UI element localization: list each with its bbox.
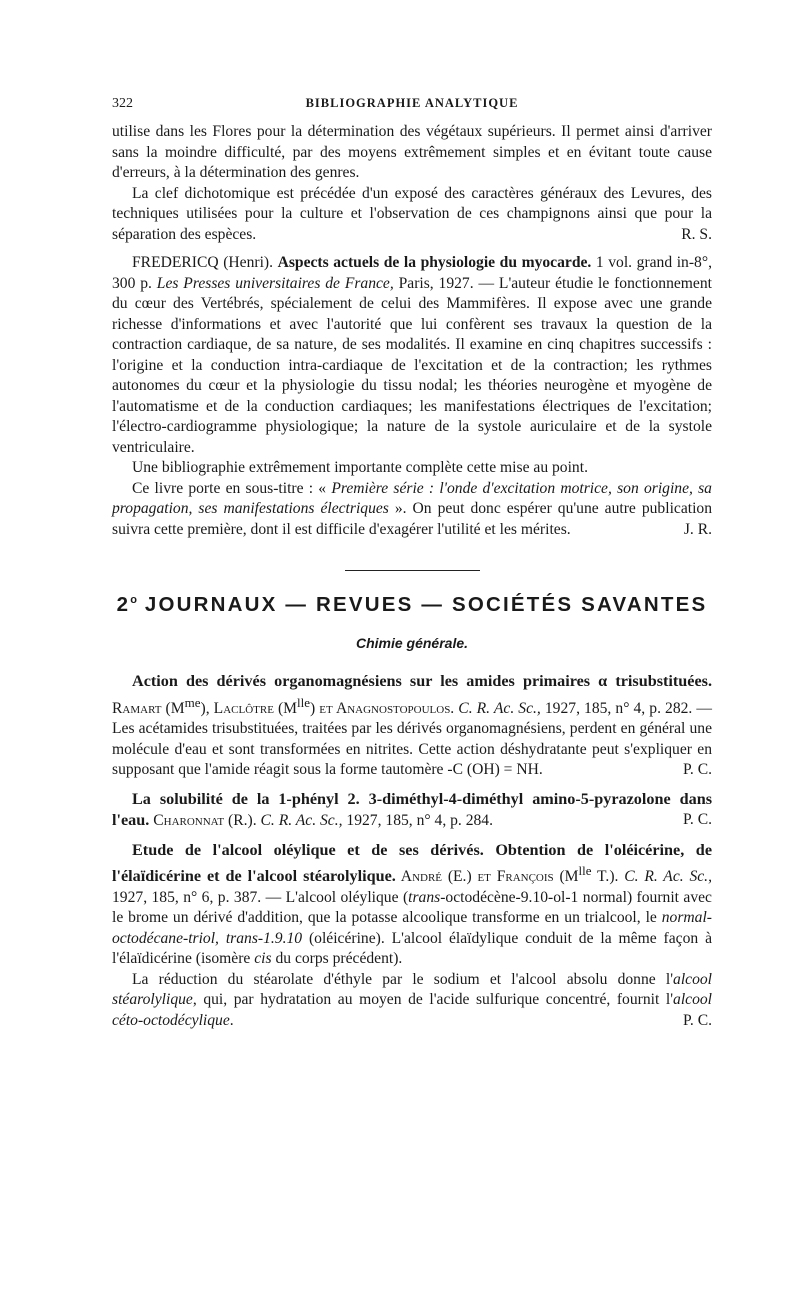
abstract-authors: Charonnat (R.).	[149, 812, 257, 830]
review-text: ». On peut donc espérer qu'une autre publication suivra cette première, dont il est difficile d'exagérer l'utilité et les mérites.	[112, 500, 712, 538]
reviewer-signature: R. S.	[681, 225, 712, 243]
section-number-sup: o	[130, 594, 137, 607]
review-paragraph	[112, 479, 712, 541]
abstract-text: trans	[408, 888, 441, 906]
abstract-entry	[112, 840, 712, 1032]
review-paragraph: Une bibliographie extrêmement importante complète cette mise au point.	[132, 459, 588, 476]
section-divider	[345, 570, 480, 571]
review-title: Aspects actuels de la physiologie du myocarde.	[277, 254, 592, 271]
journal-name: C. R. Ac. Sc.,	[256, 812, 343, 830]
section-title: JOURNAUX — REVUES — SOCIÉTÉS SAVANTES	[136, 593, 708, 616]
abstract-authors: Ramart (M	[112, 699, 185, 717]
page-header	[112, 96, 712, 122]
section-number: 2	[116, 593, 131, 616]
abstract-authors: lle	[578, 863, 592, 879]
abstract-text: alcool stéarolylique	[112, 970, 712, 1009]
abstract-signature: P. C.	[682, 811, 712, 829]
publisher-name: Les Presses universitaires de France,	[156, 274, 394, 292]
journal-name: C. R. Ac. Sc.,	[454, 699, 541, 717]
section-heading	[112, 593, 712, 617]
review-continuation	[112, 122, 712, 245]
abstract-text: alcool céto-octodécylique	[112, 991, 712, 1029]
abstract-paragraph	[112, 789, 712, 832]
abstract-text: -octodécène-9.10-ol-1 normal) fournit avec le brome un dérivé d'addition, que la potasse alcoolique transforme en un trialcool, le	[112, 888, 712, 927]
abstract-authors: André (E.) et François (M	[395, 868, 579, 886]
book-review	[112, 253, 712, 540]
abstract-signature: P. C.	[682, 761, 712, 779]
page-number: 322	[112, 96, 133, 111]
abstract-signature: P. C.	[682, 1011, 712, 1029]
abstract-entry	[112, 671, 712, 781]
abstract-text: 1927, 185, n° 4, p. 282. — Les acétamides trisubstituées, traitées par les dérivés organomagnésiens, perdent en général une molécule d'eau et sont transformées en nitrites. Cette action déshydratante peut s'expliquer en supposant que l'amide réagit sous la forme tautomère -C (OH) = NH.	[112, 699, 712, 779]
abstract-text: .	[229, 1011, 234, 1029]
abstract-text: du corps précédent).	[271, 950, 403, 968]
journal-name: C. R. Ac. Sc.,	[618, 868, 712, 886]
abstract-authors: T.).	[591, 868, 619, 886]
abstract-text: 1927, 185, n° 4, p. 284.	[342, 812, 493, 830]
abstract-text: 1927, 185, n° 6, p. 387. — L'alcool oléylique (	[112, 888, 409, 906]
abstract-text: (oléicérine). L'alcool élaïdylique conduit de la même façon à l'élaïdicérine (isomère	[112, 929, 712, 968]
review-subtitle: Première série : l'onde d'excitation motrice, son origine, sa propagation, ses manifestations électriques	[112, 479, 712, 517]
abstract-authors: ) et Anagnostopoulos.	[310, 699, 455, 717]
reviewer-signature: J. R.	[683, 520, 712, 538]
abstract-text: normal-octodécane-triol, trans-1.9.10	[112, 909, 712, 947]
abstract-entry	[112, 789, 712, 832]
abstract-text: cis	[254, 950, 272, 968]
abstract-text: , qui, par hydratation au moyen de l'acide sulfurique concentré, fournit l'	[192, 991, 674, 1009]
review-text: Paris, 1927. — L'auteur étudie le fonctionnement du cœur des Vertébrés, spécialement de celui des Mammifères. Il expose avec une grande richesse d'informations et avec l'autorité que lui confèrent ses travaux la question de la contraction cardiaque, de sa nature, de ses modalités. Il examine en cinq chapitres successifs : l'origine et la conduction intra-cardiaque de l'excitation et de la contraction; les rythmes autonomes du cœur et la physiologie du tissu nodal; les théories neurogène et myogène de l'automatisme et de la conduction cardiaques; les manifestations électriques de l'excitation; l'électro-cardiogramme physiologique; la nature de la systole auriculaire et de la systole ventriculaire.	[112, 274, 712, 456]
abstract-paragraph	[112, 671, 712, 781]
review-text: La clef dichotomique est précédée d'un exposé des caractères généraux des Levures, des techniques utilisées pour la culture et l'observation de ces champignons ainsi que pour la séparation des espèces.	[112, 184, 712, 243]
page	[112, 96, 712, 1031]
abstract-title: Action des dérivés organomagnésiens sur les amides primaires α trisubstituées.	[132, 672, 712, 690]
review-author: FREDERICQ (Henri).	[132, 254, 273, 271]
abstract-text: La réduction du stéarolate d'éthyle par le sodium et l'alcool absolu donne l'	[132, 970, 674, 988]
review-text: Ce livre porte en sous-titre : «	[132, 479, 332, 497]
abstract-paragraph	[112, 970, 712, 1032]
review-paragraph: utilise dans les Flores pour la détermination des végétaux supérieurs. Il permet ainsi d'arriver sans la moindre difficulté, par des moyens extrêmement simples et en évitant toute cause d'erreurs, à la détermination des genres.	[112, 123, 712, 181]
review-text: 1 vol. grand in-8°, 300 p.	[112, 254, 712, 292]
abstract-title: Etude de l'alcool oléylique et de ses dérivés. Obtention de l'oléicérine, de l'élaïdicérine et de l'alcool stéarolylique.	[112, 840, 712, 886]
subsection-heading: Chimie générale.	[355, 635, 469, 651]
abstract-authors: ), Laclôtre (M	[200, 699, 298, 717]
review-paragraph	[112, 253, 712, 458]
running-title: BIBLIOGRAPHIE ANALYTIQUE	[305, 96, 519, 110]
abstract-authors: lle	[297, 694, 311, 710]
abstract-title: La solubilité de la 1-phényl 2. 3-diméthyl-4-diméthyl amino-5-pyrazolone dans l'eau.	[112, 789, 712, 830]
abstract-authors: me	[184, 694, 201, 710]
abstract-paragraph	[112, 840, 712, 970]
review-paragraph	[112, 184, 712, 246]
